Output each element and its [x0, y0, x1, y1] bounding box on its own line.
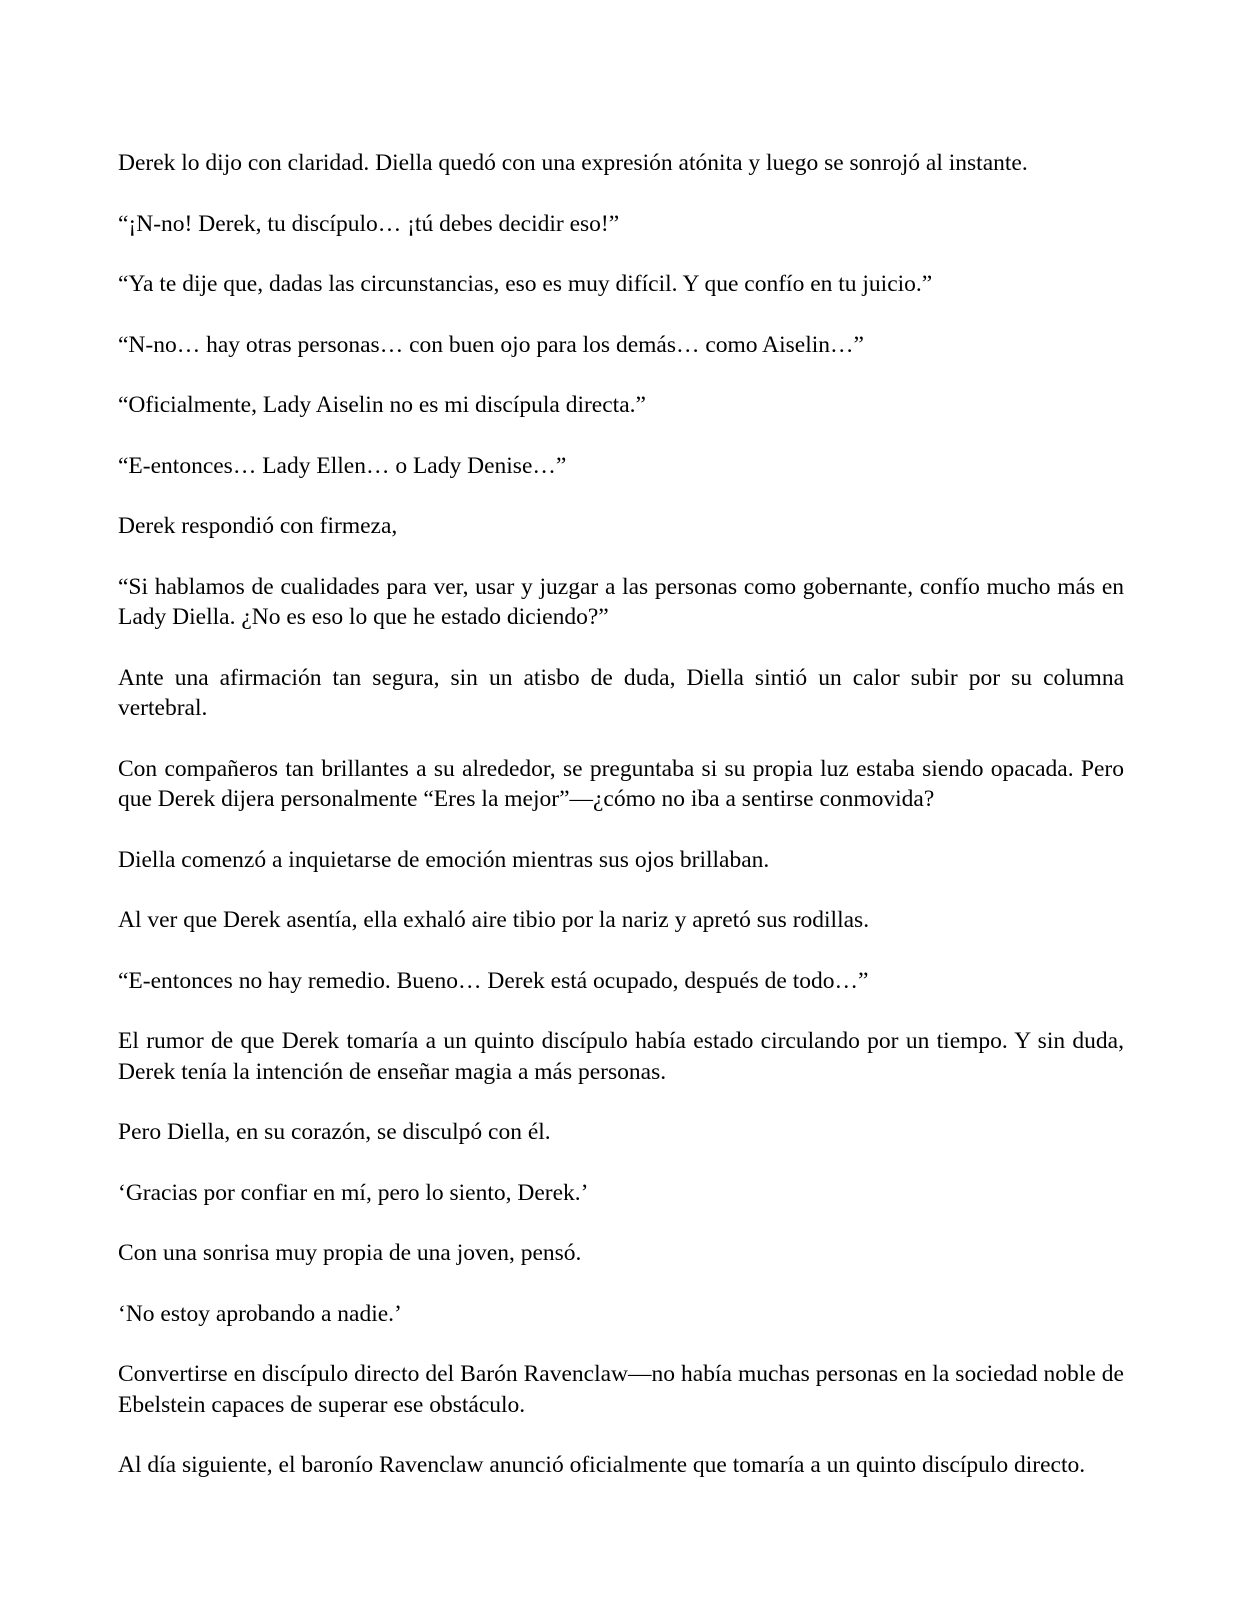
paragraph-9: Ante una afirmación tan segura, sin un atisbo de duda, Diella sintió un calor subir por su columna vertebral. — [118, 664, 1124, 721]
paragraph-12: Al ver que Derek asentía, ella exhaló aire tibio por la nariz y apretó sus rodillas. — [118, 907, 870, 933]
paragraph-1: Derek lo dijo con claridad. Diella quedó con una expresión atónita y luego se sonrojó al instante. — [118, 150, 1028, 176]
paragraph-4: “N-no… hay otras personas… con buen ojo para los demás… como Aiselin…” — [118, 331, 864, 358]
document-page — [118, 148, 1124, 1481]
paragraph-13: “E-entonces no hay remedio. Bueno… Derek está ocupado, después de todo…” — [118, 967, 869, 994]
paragraph-20: Al día siguiente, el baronío Ravenclaw anunció oficialmente que tomaría a un quinto discípulo directo. — [118, 1452, 1086, 1478]
paragraph-16: ‘Gracias por confiar en mí, pero lo siento, Derek.’ — [118, 1179, 589, 1206]
paragraph-15: Pero Diella, en su corazón, se disculpó con él. — [118, 1119, 551, 1145]
paragraph-7: Derek respondió con firmeza, — [118, 513, 398, 539]
paragraph-8: “Si hablamos de cualidades para ver, usar y juzgar a las personas como gobernante, confío mucho más en Lady Diella. ¿No es eso lo que he estado diciendo?” — [118, 573, 1124, 630]
paragraph-19: Convertirse en discípulo directo del Barón Ravenclaw—no había muchas personas en la sociedad noble de Ebelstein capaces de superar ese obstáculo. — [118, 1361, 1124, 1418]
paragraph-14: El rumor de que Derek tomaría a un quinto discípulo había estado circulando por un tiempo. Y sin duda, Derek tenía la intención de enseñar magia a más personas. — [118, 1028, 1124, 1085]
paragraph-3: “Ya te dije que, dadas las circunstancias, eso es muy difícil. Y que confío en tu juicio.” — [118, 271, 933, 297]
paragraph-5: “Oficialmente, Lady Aiselin no es mi discípula directa.” — [118, 392, 646, 418]
paragraph-18: ‘No estoy aprobando a nadie.’ — [118, 1300, 402, 1327]
paragraph-17: Con una sonrisa muy propia de una joven, pensó. — [118, 1240, 582, 1266]
paragraph-11: Diella comenzó a inquietarse de emoción mientras sus ojos brillaban. — [118, 846, 770, 873]
paragraph-6: “E-entonces… Lady Ellen… o Lady Denise…” — [118, 452, 567, 479]
paragraph-2: “¡N-no! Derek, tu discípulo… ¡tú debes decidir eso!” — [118, 210, 620, 237]
paragraph-10: Con compañeros tan brillantes a su alrededor, se preguntaba si su propia luz estaba siendo opacada. Pero que Derek dijera personalmente “Eres la mejor”—¿cómo no iba a sentirse conmovida? — [118, 755, 1124, 812]
